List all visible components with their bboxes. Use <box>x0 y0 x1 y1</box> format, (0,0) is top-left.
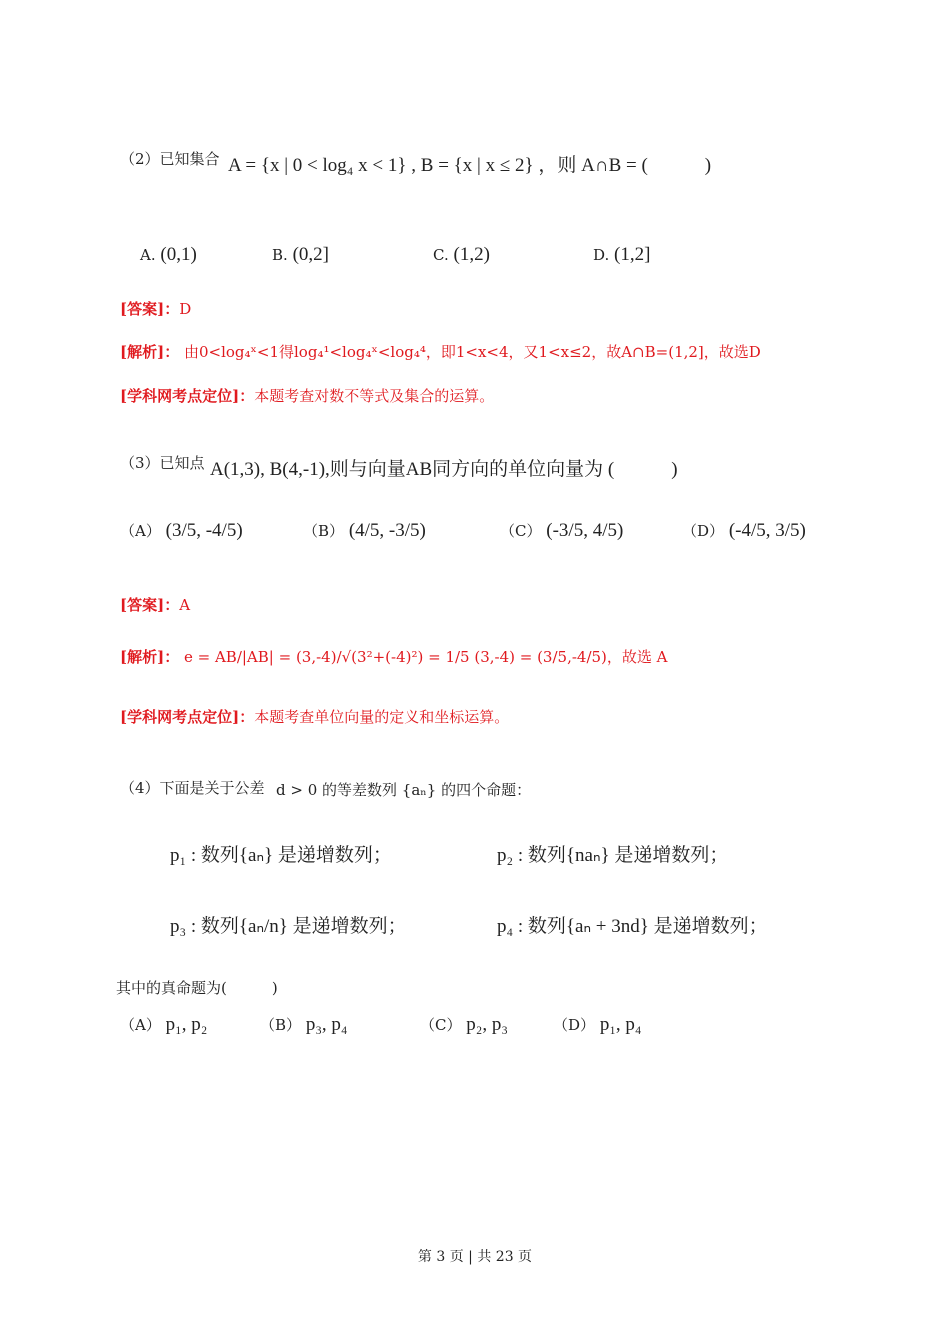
q3-option-c[interactable]: （C） (-3/5, 4/5) <box>500 520 624 541</box>
q4-question: 其中的真命题为( ) <box>116 979 278 997</box>
q3-knowledge-point: [学科网考点定位]：本题考查单位向量的定义和坐标运算。 <box>120 708 510 726</box>
q3-analysis: [解析]： e = AB/|AB| = (3,-4)/√(3²+(-4)²) = 1/5 (3,-4) = (3/5,-4/5)，故选 A <box>120 648 668 666</box>
q2-option-d[interactable]: D. (1,2] <box>593 244 651 265</box>
q4-option-b[interactable]: （B） p₃, p₄ <box>260 1014 348 1035</box>
q2-answer: [答案]：D <box>120 300 192 318</box>
q4-prop-4: p₄ : 数列{aₙ + 3nd} 是递增数列； <box>497 916 768 937</box>
q2-option-b[interactable]: B. (0,2] <box>272 244 329 265</box>
q4-prop-3: p₃ : 数列{aₙ/n} 是递增数列； <box>170 916 407 937</box>
q3-option-a[interactable]: （A） (3/5, -4/5) <box>120 520 243 541</box>
q4-option-d[interactable]: （D） p₁, p₄ <box>553 1014 642 1035</box>
q4-option-c[interactable]: （C） p₂, p₃ <box>420 1014 509 1035</box>
q4-stem: d > 0 的等差数列 {aₙ} 的四个命题： <box>276 781 532 799</box>
q2-stem: A = {x | 0 < log₄ x < 1} , B = {x | x ≤ 2} ，则 A∩B = ( ) <box>228 155 712 176</box>
q4-prop-1: p₁ : 数列{aₙ} 是递增数列； <box>170 845 392 866</box>
q3-option-d[interactable]: （D） (-4/5, 3/5) <box>682 520 806 541</box>
q4-prop-2: p₂ : 数列{naₙ} 是递增数列； <box>497 845 729 866</box>
q3-stem: A(1,3), B(4,-1),则与向量AB同方向的单位向量为 ( ) <box>210 459 678 480</box>
q2-analysis: [解析]： 由0<log₄ˣ<1得log₄¹<log₄ˣ<log₄⁴，即1<x<4，又1<x≤2，故A∩B=(1,2]，故选D <box>120 343 761 361</box>
q2-option-c[interactable]: C. (1,2) <box>433 244 490 265</box>
q2-option-a[interactable]: A. (0,1) <box>140 244 197 265</box>
q4-option-a[interactable]: （A） p₁, p₂ <box>120 1014 208 1035</box>
q3-label: （3）已知点 <box>120 454 205 472</box>
page-footer: 第 3 页 | 共 23 页 <box>417 1249 533 1265</box>
q3-option-b[interactable]: （B） (4/5, -3/5) <box>303 520 426 541</box>
q4-label: （4）下面是关于公差 <box>120 779 265 797</box>
q2-label: （2）已知集合 <box>120 150 220 168</box>
q3-answer: [答案]：A <box>120 596 191 614</box>
q2-knowledge-point: [学科网考点定位]：本题考查对数不等式及集合的运算。 <box>120 387 495 405</box>
